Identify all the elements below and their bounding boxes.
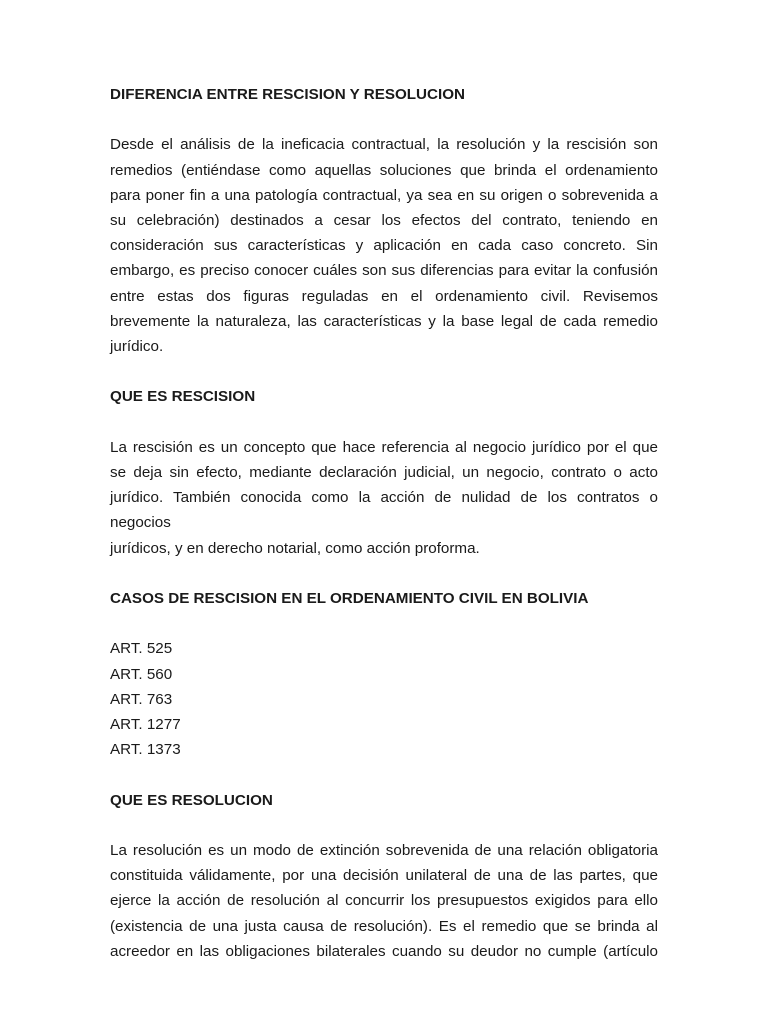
paragraph-line: jurídico. También conocida como la acción de nulidad de los contratos o negocios bbox=[110, 489, 658, 532]
spacer bbox=[110, 813, 658, 838]
list-item: ART. 1277 bbox=[110, 716, 181, 733]
section-heading-rescision: QUE ES RESCISION bbox=[110, 388, 256, 406]
resolucion-paragraph bbox=[110, 838, 658, 964]
spacer bbox=[110, 359, 658, 384]
paragraph-line: jurídicos, y en derecho notarial, como acción proforma. bbox=[110, 539, 480, 557]
spacer bbox=[110, 410, 658, 435]
document-title: DIFERENCIA ENTRE RESCISION Y RESOLUCION bbox=[110, 86, 465, 103]
paragraph-line: consideración sus características y aplicación en cada caso concreto. Sin bbox=[110, 237, 658, 255]
paragraph-line: constituida válidamente, por una decisión unilateral de una de las partes, que bbox=[110, 867, 658, 885]
spacer bbox=[110, 611, 658, 636]
paragraph-line: su celebración) destinados a cesar los efectos del contrato, teniendo en bbox=[110, 212, 658, 229]
intro-paragraph bbox=[110, 132, 658, 359]
paragraph-line: acreedor en las obligaciones bilaterales cuando su deudor no cumple (artículo bbox=[110, 942, 658, 960]
list-item: ART. 763 bbox=[110, 690, 173, 708]
paragraph-line: jurídico. bbox=[110, 338, 164, 356]
section-heading-casos: CASOS DE RESCISION EN EL ORDENAMIENTO CIVIL EN BOLIVIA bbox=[110, 590, 589, 607]
paragraph-line: La resolución es un modo de extinción sobrevenida de una relación obligatoria bbox=[110, 841, 658, 859]
paragraph-line: ejerce la acción de resolución al concurrir los presupuestos exigidos para ello bbox=[110, 892, 658, 910]
paragraph-line: brevemente la naturaleza, las características y la base legal de cada remedio bbox=[110, 312, 658, 330]
list-item: ART. 560 bbox=[110, 665, 173, 683]
paragraph-line: Desde el análisis de la ineficacia contractual, la resolución y la rescisión son bbox=[110, 136, 658, 154]
list-item: ART. 1373 bbox=[110, 741, 181, 759]
section-heading-resolucion: QUE ES RESOLUCION bbox=[110, 791, 273, 809]
paragraph-line: remedios (entiéndase como aquellas soluciones que brinda el ordenamiento bbox=[110, 161, 658, 179]
paragraph-line: La rescisión es un concepto que hace referencia al negocio jurídico por el que bbox=[110, 438, 658, 456]
spacer bbox=[110, 107, 658, 132]
paragraph-line: se deja sin efecto, mediante declaración judicial, un negocio, contrato o acto bbox=[110, 464, 658, 481]
spacer bbox=[110, 762, 658, 787]
articles-list bbox=[110, 636, 658, 762]
list-item: ART. 525 bbox=[110, 640, 173, 658]
document-page bbox=[110, 82, 658, 964]
paragraph-line: entre estas dos figuras reguladas en el ordenamiento civil. Revisemos bbox=[110, 287, 658, 305]
rescision-paragraph bbox=[110, 435, 658, 561]
paragraph-line: embargo, es preciso conocer cuáles son sus diferencias para evitar la confusión bbox=[110, 262, 658, 280]
paragraph-line: (existencia de una justa causa de resolución). Es el remedio que se brinda al bbox=[110, 917, 658, 935]
spacer bbox=[110, 561, 658, 586]
paragraph-line: para poner fin a una patología contractual, ya sea en su origen o sobrevenida a bbox=[110, 186, 658, 204]
